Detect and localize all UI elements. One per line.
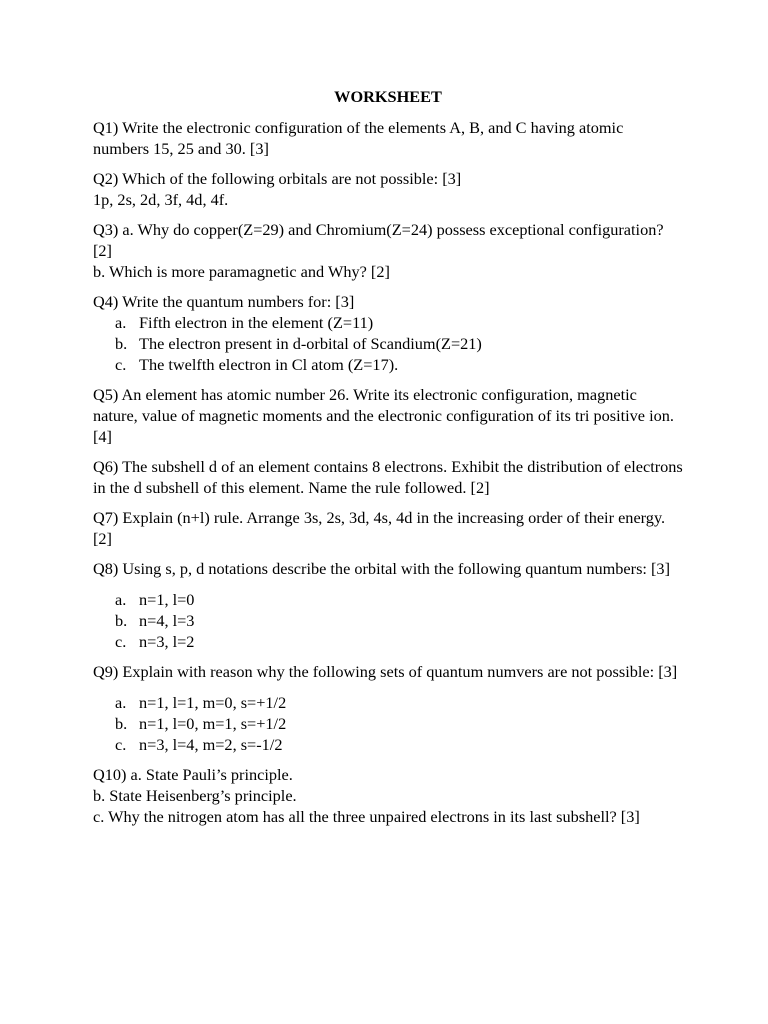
- sub-question-list: [93, 589, 683, 652]
- list-item-text: The twelfth electron in Cl atom (Z=17).: [139, 355, 399, 374]
- list-item-text: n=3, l=4, m=2, s=-1/2: [139, 735, 283, 754]
- question-text: Q4) Write the quantum numbers for: [3]: [93, 292, 355, 311]
- sub-question-list: [93, 692, 683, 755]
- question-7: [93, 507, 683, 549]
- list-item: [93, 692, 683, 713]
- list-marker: c.: [115, 632, 127, 651]
- question-text: b. State Heisenberg’s principle.: [93, 786, 297, 805]
- list-marker: c.: [115, 355, 127, 374]
- worksheet-page: [93, 86, 683, 836]
- list-item-text: Fifth electron in the element (Z=11): [139, 313, 374, 332]
- list-marker: c.: [115, 735, 127, 754]
- question-text: Q2) Which of the following orbitals are not possible: [3]: [93, 169, 462, 188]
- list-item-text: The electron present in d-orbital of Scandium(Z=21): [139, 334, 482, 353]
- worksheet-title: WORKSHEET: [334, 87, 442, 106]
- question-6: [93, 456, 683, 498]
- question-5: [93, 384, 683, 447]
- list-item-text: n=1, l=0, m=1, s=+1/2: [139, 714, 287, 733]
- list-marker: b.: [115, 611, 128, 630]
- question-10: [93, 764, 683, 827]
- list-item: [93, 589, 683, 610]
- question-text: Q1) Write the electronic configuration of the elements A, B, and C having atomic numbers 15, 25 and 30. [3]: [93, 118, 624, 158]
- question-text: Q9) Explain with reason why the following sets of quantum numvers are not possible: [3]: [93, 662, 678, 681]
- question-2: [93, 168, 683, 210]
- list-item: [93, 354, 683, 375]
- question-text: Q7) Explain (n+l) rule. Arrange 3s, 2s, 3d, 4s, 4d in the increasing order of their energy. [2]: [93, 508, 666, 548]
- list-item: [93, 610, 683, 631]
- question-text: Q3) a. Why do copper(Z=29) and Chromium(Z=24) possess exceptional configuration? [2]: [93, 220, 664, 260]
- question-text: Q8) Using s, p, d notations describe the orbital with the following quantum numbers: [3]: [93, 559, 670, 578]
- list-item: [93, 713, 683, 734]
- question-text: Q5) An element has atomic number 26. Write its electronic configuration, magnetic nature, value of magnetic moments and the electronic configuration of its tri positive ion. [4]: [93, 385, 674, 446]
- list-marker: b.: [115, 334, 128, 353]
- list-marker: a.: [115, 313, 127, 332]
- list-item-text: n=4, l=3: [139, 611, 195, 630]
- question-text: 1p, 2s, 2d, 3f, 4d, 4f.: [93, 190, 229, 209]
- list-item-text: n=1, l=1, m=0, s=+1/2: [139, 693, 287, 712]
- list-item: [93, 631, 683, 652]
- question-text: c. Why the nitrogen atom has all the three unpaired electrons in its last subshell? [3]: [93, 807, 640, 826]
- list-item: [93, 312, 683, 333]
- question-9: [93, 661, 683, 755]
- sub-question-list: [93, 312, 683, 375]
- list-marker: b.: [115, 714, 128, 733]
- list-item-text: n=3, l=2: [139, 632, 195, 651]
- list-marker: a.: [115, 693, 127, 712]
- list-item: [93, 333, 683, 354]
- question-3: [93, 219, 683, 282]
- question-4: [93, 291, 683, 375]
- list-item: [93, 734, 683, 755]
- question-1: [93, 117, 683, 159]
- question-text: b. Which is more paramagnetic and Why? [2]: [93, 262, 390, 281]
- question-text: Q6) The subshell d of an element contains 8 electrons. Exhibit the distribution of electrons in the d subshell of this element. Name the rule followed. [2]: [93, 457, 683, 497]
- list-item-text: n=1, l=0: [139, 590, 195, 609]
- list-marker: a.: [115, 590, 127, 609]
- question-text: Q10) a. State Pauli’s principle.: [93, 765, 293, 784]
- question-8: [93, 558, 683, 652]
